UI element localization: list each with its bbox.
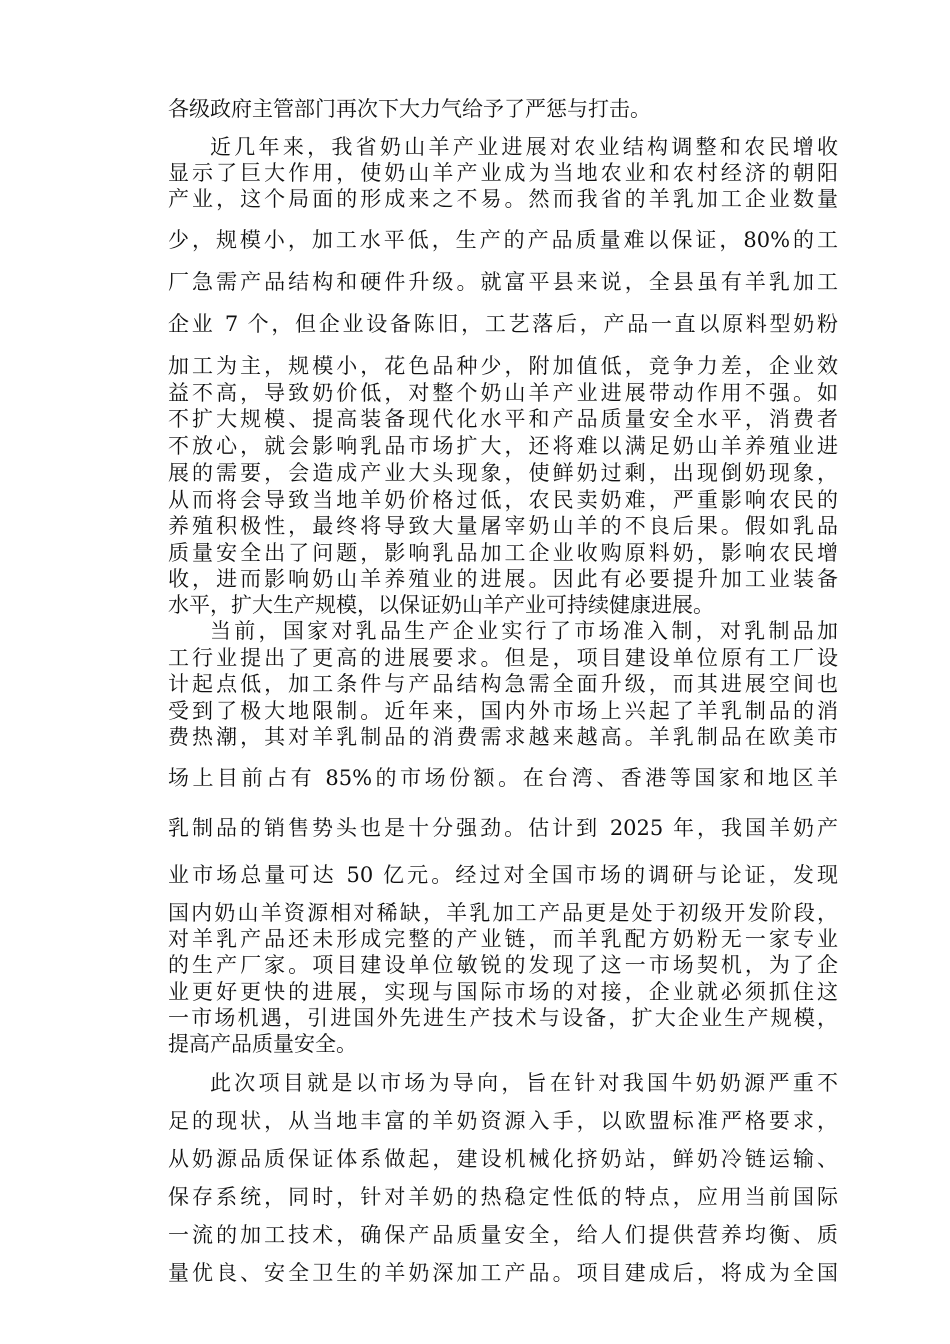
text-line: 费热潮，其对羊乳制品的消费需求越来越高。羊乳制品在欧美市 [168,725,838,749]
paragraph-first-line: 此次项目就是以市场为导向，旨在针对我国牛奶奶源严重不 [210,1071,838,1095]
text-line: 产业，这个局面的形成来之不易。然而我省的羊乳加工企业数量 [168,187,838,211]
text-line: 不放心，就会影响乳品市场扩大，还将难以满足奶山羊养殖业进 [168,434,838,458]
text-line: 场上目前占有 85%的市场份额。在台湾、香港等国家和地区羊 [168,766,838,790]
text-line: 展的需要，会造成产业大头现象，使鲜奶过剩，出现倒奶现象， [168,461,838,485]
text-line: 保存系统，同时，针对羊奶的热稳定性低的特点，应用当前国际 [168,1185,838,1209]
text-line: 水平，扩大生产规模，以保证奶山羊产业可持续健康进展。 [168,593,714,617]
paragraph-first-line: 当前，国家对乳品生产企业实行了市场准入制，对乳制品加 [210,619,838,643]
text-line: 量优良、安全卫生的羊奶深加工产品。项目建成后，将成为全国 [168,1261,838,1285]
text-line: 从而将会导致当地羊奶价格过低，农民卖奶难，严重影响农民的 [168,488,838,512]
paragraph-first-line: 近几年来，我省奶山羊产业进展对农业结构调整和农民增收 [210,135,838,159]
text-line: 厂急需产品结构和硬件升级。就富平县来说，全县虽有羊乳加工 [168,270,838,294]
text-line: 加工为主，规模小，花色品种少，附加值低，竞争力差，企业效 [168,354,838,378]
text-line: 从奶源品质保证体系做起，建设机械化挤奶站，鲜奶冷链运输、 [168,1147,838,1171]
text-line: 显示了巨大作用，使奶山羊产业成为当地农业和农村经济的朝阳 [168,161,838,185]
text-line: 一市场机遇，引进国外先进生产技术与设备，扩大企业生产规模， [168,1006,838,1030]
text-line: 乳制品的销售势头也是十分强劲。估计到 2025 年，我国羊奶产 [168,816,838,840]
text-line: 企业 7 个，但企业设备陈旧，工艺落后，产品一直以原料型奶粉 [168,312,838,336]
text-line: 对羊乳产品还未形成完整的产业链，而羊乳配方奶粉无一家专业 [168,927,838,951]
text-line: 足的现状，从当地丰富的羊奶资源入手，以欧盟标准严格要求， [168,1109,838,1133]
text-line: 受到了极大地限制。近年来，国内外市场上兴起了羊乳制品的消 [168,699,838,723]
text-line: 养殖积极性，最终将导致大量屠宰奶山羊的不良后果。假如乳品 [168,514,838,538]
text-line: 国内奶山羊资源相对稀缺，羊乳加工产品更是处于初级开发阶段， [168,901,838,925]
text-line: 业更好更快的进展，实现与国际市场的对接，企业就必须抓住这 [168,980,838,1004]
text-line: 一流的加工技术，确保产品质量安全，给人们提供营养均衡、质 [168,1223,838,1247]
text-line: 工行业提出了更高的进展要求。但是，项目建设单位原有工厂设 [168,646,838,670]
text-line: 各级政府主管部门再次下大力气给予了严惩与打击。 [168,97,651,121]
text-line: 计起点低，加工条件与产品结构急需全面升级，而其进展空间也 [168,672,838,696]
text-line: 业市场总量可达 50 亿元。经过对全国市场的调研与论证，发现 [168,863,838,887]
text-line: 益不高，导致奶价低，对整个奶山羊产业进展带动作用不强。如 [168,381,838,405]
text-line: 少，规模小，加工水平低，生产的产品质量难以保证，80%的工 [168,228,838,252]
text-line: 不扩大规模、提高装备现代化水平和产品质量安全水平，消费者 [168,407,838,431]
text-line: 提高产品质量安全。 [168,1032,357,1056]
text-line: 质量安全出了问题，影响乳品加工企业收购原料奶，影响农民增 [168,541,838,565]
text-line: 的生产厂家。项目建设单位敏锐的发现了这一市场契机，为了企 [168,953,838,977]
text-line: 收，进而影响奶山羊养殖业的进展。因此有必要提升加工业装备 [168,567,838,591]
